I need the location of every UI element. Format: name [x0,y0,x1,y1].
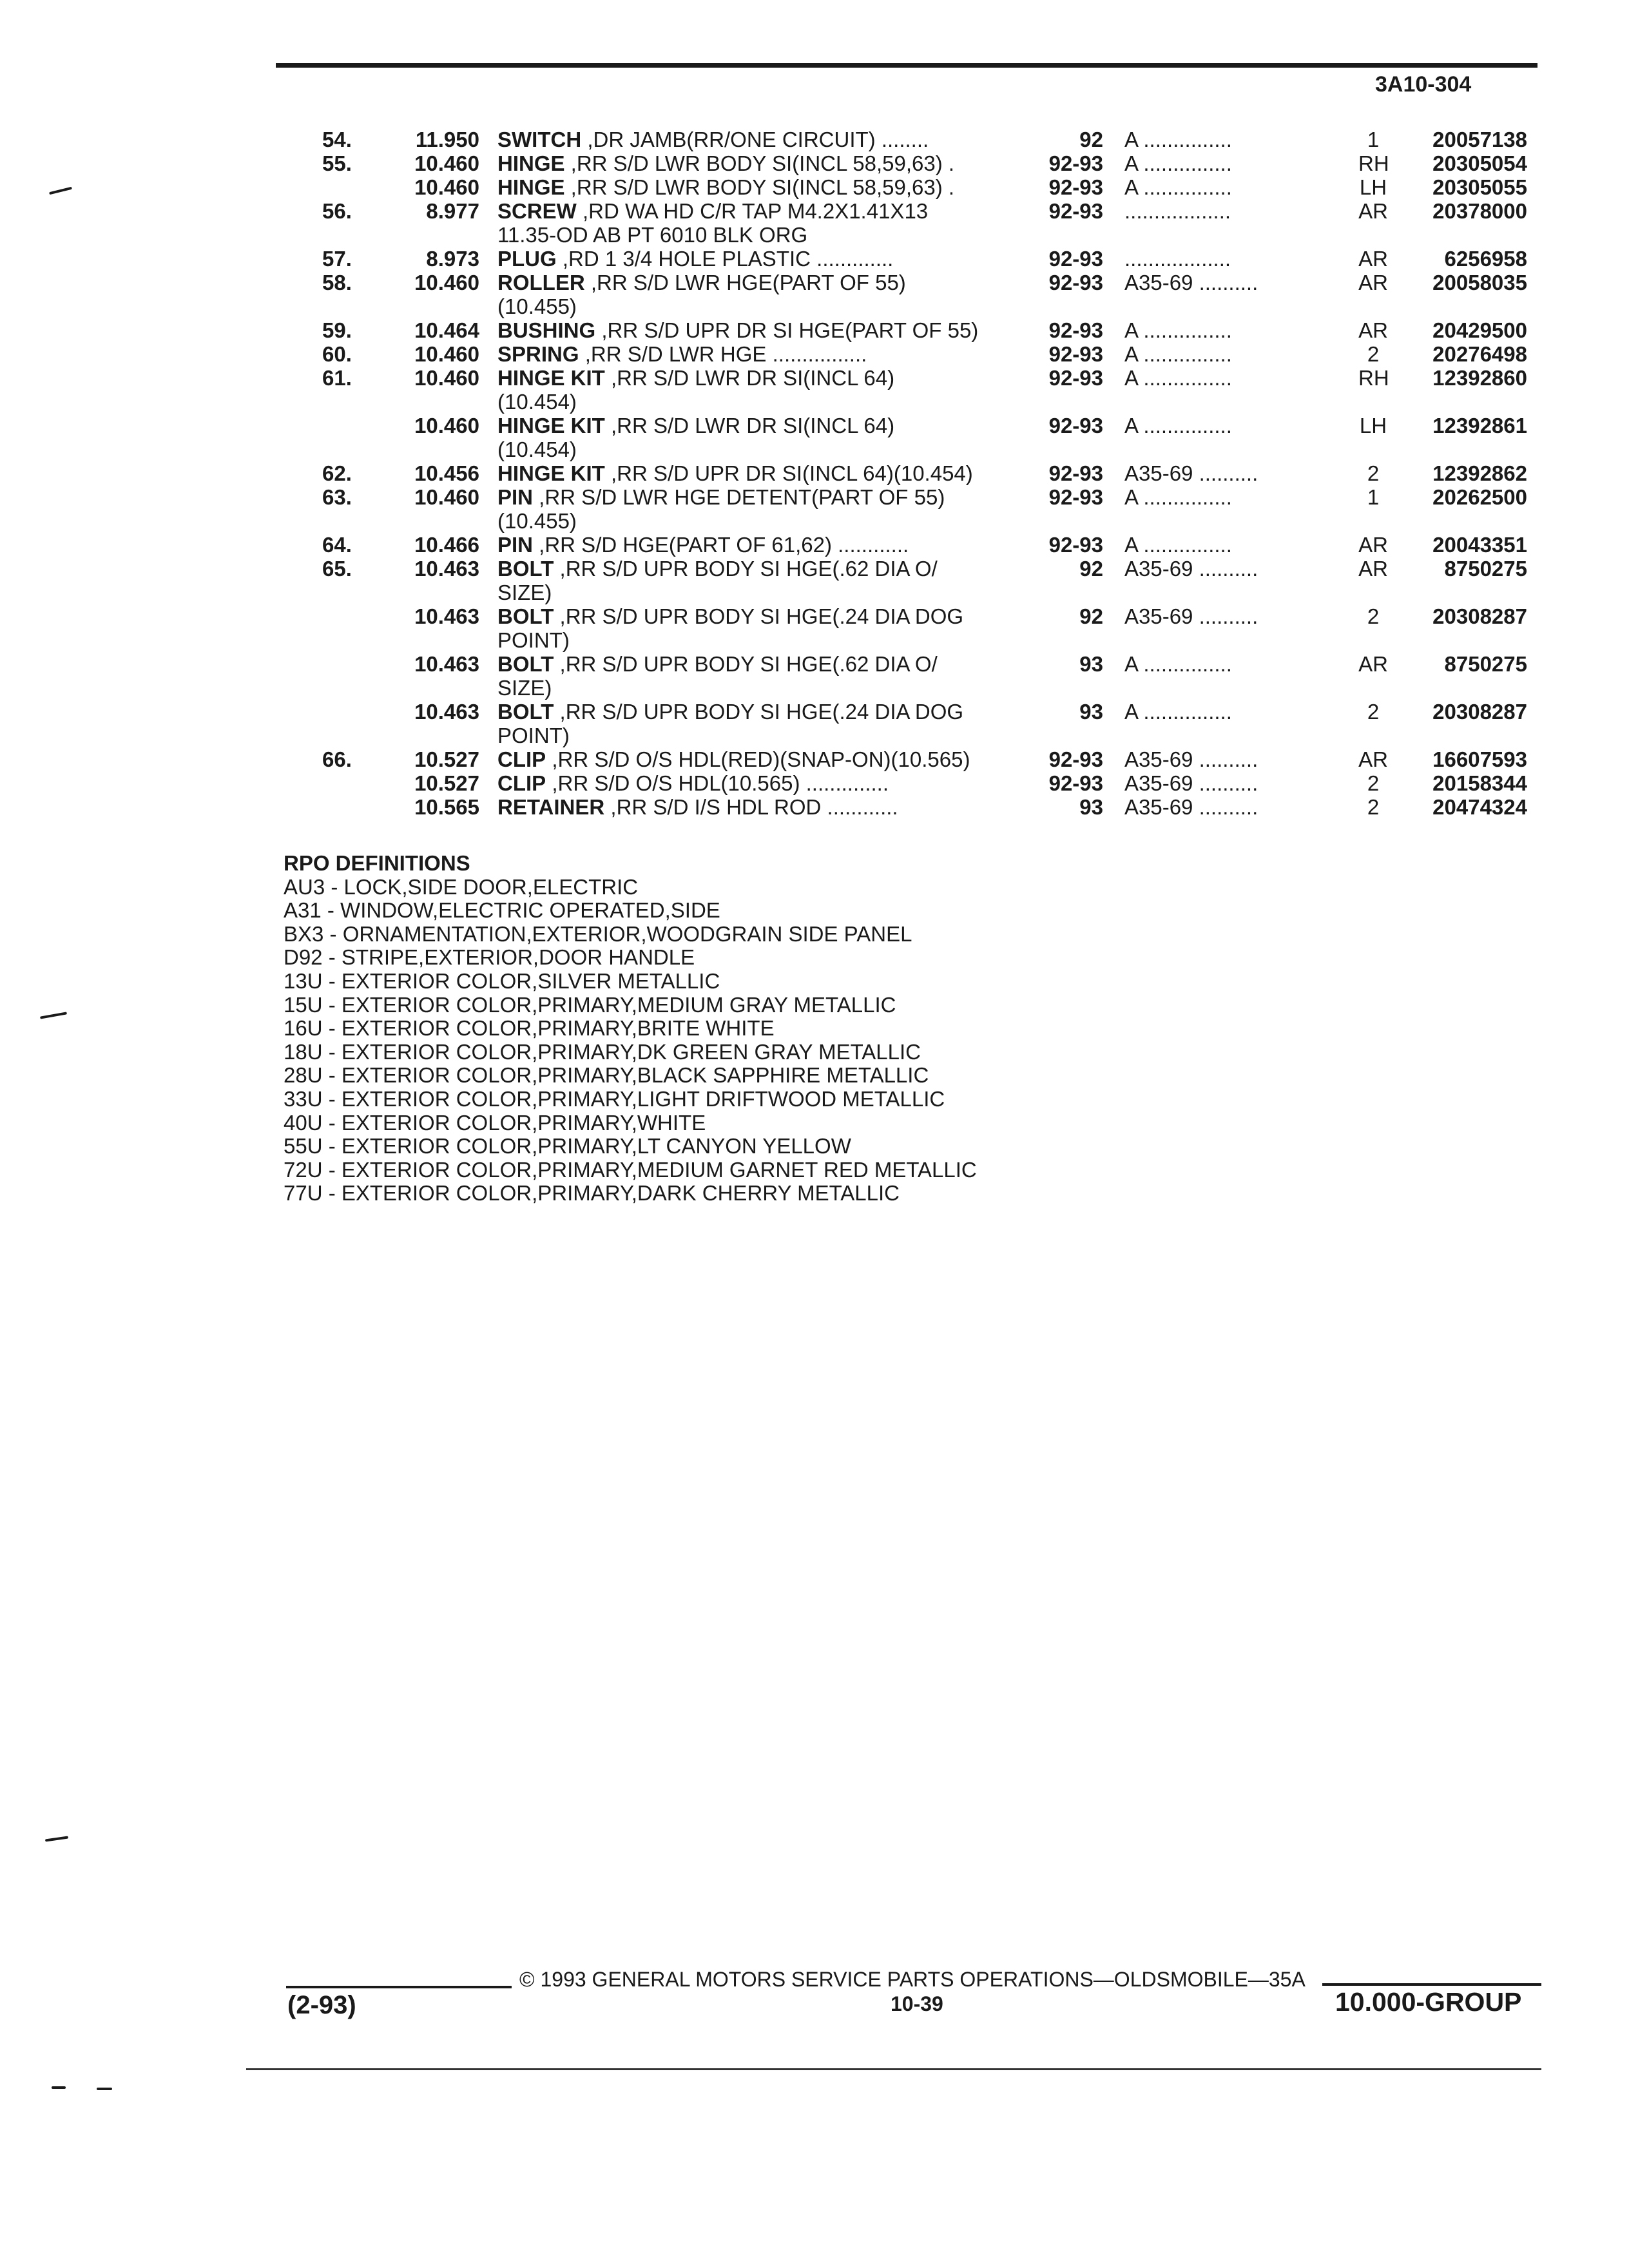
part-name: SWITCH [497,128,582,151]
part-name: HINGE KIT [497,414,605,437]
part-description [497,247,1039,271]
rpo-item: 77U - EXTERIOR COLOR,PRIMARY,DARK CHERRY METALLIC [284,1181,900,1206]
part-name: HINGE [497,151,565,175]
scan-mark [97,2088,112,2090]
part-number: 20474324 [1432,795,1527,819]
part-name: HINGE KIT [497,366,605,390]
part-number: 20276498 [1432,342,1527,366]
model-years: 92-93 [1048,461,1103,485]
model-years: 93 [1079,700,1103,724]
model-code: A35-69 .......... [1124,747,1258,771]
group-number: 10.456 [414,461,479,485]
quantity: AR [1358,533,1388,557]
quantity: AR [1358,271,1388,294]
page-code: 3A10-304 [1375,72,1472,97]
part-description-continued: (10.454) [497,437,577,461]
model-years: 92 [1079,557,1103,581]
model-years: 93 [1079,795,1103,819]
model-years: 92-93 [1048,175,1103,199]
part-number: 20378000 [1432,199,1527,223]
part-description-continued: SIZE) [497,676,552,700]
part-number: 20058035 [1432,271,1527,294]
part-name: PIN [497,485,534,509]
group-number: 10.460 [414,151,479,175]
parts-table [0,128,1629,819]
footer-page-number: 10-39 [891,1992,943,2015]
part-row-continuation [0,581,1629,604]
group-number: 10.464 [414,318,479,342]
item-number: 55. [322,151,352,175]
rpo-item: 55U - EXTERIOR COLOR,PRIMARY,LT CANYON YELLOW [284,1134,851,1158]
item-number: 65. [322,557,352,581]
part-description [497,747,1039,771]
quantity: RH [1358,366,1389,390]
part-detail: ,RR S/D I/S HDL ROD ............ [604,795,898,819]
footer-date-code: (2-93) [287,1991,356,2019]
model-code: A ............... [1124,151,1232,175]
part-row-continuation [0,628,1629,652]
rpo-item: 16U - EXTERIOR COLOR,PRIMARY,BRITE WHITE [284,1016,775,1041]
part-detail: ,RR S/D UPR BODY SI HGE(.62 DIA O/ [554,652,938,676]
part-detail: ,DR JAMB(RR/ONE CIRCUIT) ........ [581,128,929,151]
part-detail: ,RR S/D UPR BODY SI HGE(.24 DIA DOG [554,700,964,724]
scan-mark [52,2086,66,2089]
part-detail: ,RR S/D UPR DR SI HGE(PART OF 55) [595,318,979,342]
quantity: RH [1358,151,1389,175]
bottom-rule [246,2068,1541,2070]
model-code: A ............... [1124,700,1232,724]
part-number: 20308287 [1432,700,1527,724]
model-years: 92-93 [1048,771,1103,795]
footer-group-label: 10.000-GROUP [1335,1987,1522,2017]
part-row [0,604,1629,628]
model-code: A35-69 .......... [1124,795,1258,819]
part-row [0,271,1629,294]
item-number: 59. [322,318,352,342]
model-code: A ............... [1124,652,1232,676]
quantity: 2 [1367,700,1380,724]
model-code: A ............... [1124,318,1232,342]
part-number: 20262500 [1432,485,1527,509]
part-description [497,414,1039,437]
item-number: 54. [322,128,352,151]
part-row [0,318,1629,342]
quantity: AR [1358,747,1388,771]
part-row [0,795,1629,819]
quantity: LH [1359,414,1387,437]
part-row [0,199,1629,223]
part-number: 8750275 [1444,557,1527,581]
part-row [0,747,1629,771]
part-row [0,366,1629,390]
group-number: 10.463 [414,652,479,676]
part-detail: ,RR S/D LWR BODY SI(INCL 58,59,63) . [564,151,955,175]
rpo-item: 72U - EXTERIOR COLOR,PRIMARY,MEDIUM GARNET RED METALLIC [284,1157,977,1182]
part-number: 12392860 [1432,366,1527,390]
part-row [0,414,1629,437]
item-number: 62. [322,461,352,485]
quantity: 2 [1367,461,1380,485]
part-number: 12392862 [1432,461,1527,485]
model-code: A ............... [1124,485,1232,509]
model-code: A35-69 .......... [1124,771,1258,795]
group-number: 10.463 [414,557,479,581]
part-description [497,151,1039,175]
quantity: 1 [1367,128,1380,151]
group-number: 10.463 [414,604,479,628]
item-number: 56. [322,199,352,223]
part-name: HINGE KIT [497,461,605,485]
group-number: 10.565 [414,795,479,819]
model-years: 92-93 [1048,247,1103,271]
group-number: 10.463 [414,700,479,724]
model-code: A35-69 .......... [1124,461,1258,485]
model-years: 92-93 [1048,747,1103,771]
part-description [497,700,1039,724]
part-description-continued: (10.455) [497,294,577,318]
group-number: 10.460 [414,414,479,437]
quantity: AR [1358,557,1388,581]
group-number: 8.973 [426,247,479,271]
part-name: ROLLER [497,271,585,294]
part-description-continued: (10.455) [497,509,577,533]
part-name: BOLT [497,557,554,581]
part-detail: ,RR S/D O/S HDL(10.565) .............. [546,771,889,795]
part-number: 16607593 [1432,747,1527,771]
part-description [497,342,1039,366]
part-row [0,652,1629,676]
group-number: 10.527 [414,747,479,771]
quantity: LH [1359,175,1387,199]
part-row [0,771,1629,795]
part-row [0,151,1629,175]
quantity: 2 [1367,342,1380,366]
model-years: 92 [1079,604,1103,628]
part-description [497,318,1039,342]
group-number: 10.460 [414,485,479,509]
part-row [0,461,1629,485]
part-row [0,247,1629,271]
model-code: A ............... [1124,342,1232,366]
part-name: CLIP [497,771,546,795]
item-number: 64. [322,533,352,557]
part-row-continuation [0,724,1629,747]
item-number: 63. [322,485,352,509]
part-name: SCREW [497,199,577,223]
part-detail: ,RR S/D UPR BODY SI HGE(.24 DIA DOG [554,604,964,628]
part-number: 20043351 [1432,533,1527,557]
part-number: 20057138 [1432,128,1527,151]
part-detail: ,RR S/D HGE(PART OF 61,62) ............ [533,533,909,557]
item-number: 60. [322,342,352,366]
part-name: PIN [497,533,534,557]
part-description [497,271,1039,294]
part-row-continuation [0,390,1629,414]
part-description [497,199,1039,223]
rpo-item: 28U - EXTERIOR COLOR,PRIMARY,BLACK SAPPHIRE METALLIC [284,1063,929,1088]
rpo-heading: RPO DEFINITIONS [284,851,470,875]
model-years: 93 [1079,652,1103,676]
part-detail: ,RR S/D LWR HGE(PART OF 55) [584,271,906,294]
rpo-item: D92 - STRIPE,EXTERIOR,DOOR HANDLE [284,945,695,970]
scan-mark [45,1836,68,1842]
part-name: HINGE [497,175,565,199]
part-detail: ,RR S/D LWR HGE ................ [579,342,867,366]
model-years: 92-93 [1048,199,1103,223]
rpo-item: 33U - EXTERIOR COLOR,PRIMARY,LIGHT DRIFTWOOD METALLIC [284,1086,945,1111]
part-number: 20305054 [1432,151,1527,175]
part-row-continuation [0,437,1629,461]
item-number: 66. [322,747,352,771]
part-row [0,700,1629,724]
part-row-continuation [0,509,1629,533]
part-detail: ,RR S/D UPR DR SI(INCL 64)(10.454) [604,461,973,485]
model-code: A ............... [1124,414,1232,437]
group-number: 10.460 [414,366,479,390]
model-code: A ............... [1124,366,1232,390]
item-number: 58. [322,271,352,294]
part-detail: ,RR S/D LWR BODY SI(INCL 58,59,63) . [564,175,955,199]
part-description [497,461,1039,485]
quantity: 1 [1367,485,1380,509]
part-detail: ,RR S/D LWR DR SI(INCL 64) [604,414,895,437]
part-name: BUSHING [497,318,596,342]
part-description [497,366,1039,390]
part-description [497,128,1039,151]
model-years: 92-93 [1048,271,1103,294]
rpo-item: AU3 - LOCK,SIDE DOOR,ELECTRIC [284,874,639,899]
part-description-continued: SIZE) [497,581,552,604]
part-detail: ,RD 1 3/4 HOLE PLASTIC ............. [556,247,894,271]
model-code: A35-69 .......... [1124,604,1258,628]
model-code: .................. [1124,247,1231,271]
part-description-continued: 11.35-OD AB PT 6010 BLK ORG [497,223,808,247]
group-number: 10.527 [414,771,479,795]
part-description [497,533,1039,557]
part-description-continued: (10.454) [497,390,577,414]
part-description [497,557,1039,581]
part-row [0,485,1629,509]
part-detail: ,RR S/D LWR DR SI(INCL 64) [604,366,895,390]
rpo-item: 40U - EXTERIOR COLOR,PRIMARY,WHITE [284,1110,706,1135]
part-description [497,771,1039,795]
rpo-item: BX3 - ORNAMENTATION,EXTERIOR,WOODGRAIN SIDE PANEL [284,921,912,946]
model-years: 92-93 [1048,342,1103,366]
model-years: 92-93 [1048,533,1103,557]
rpo-item: A31 - WINDOW,ELECTRIC OPERATED,SIDE [284,898,720,923]
part-detail: ,RR S/D LWR HGE DETENT(PART OF 55) [533,485,945,509]
footer-rule-left [286,1986,512,1988]
part-row-continuation [0,676,1629,700]
model-code: .................. [1124,199,1231,223]
group-number: 10.466 [414,533,479,557]
part-name: BOLT [497,604,554,628]
model-years: 92-93 [1048,318,1103,342]
model-code: A ............... [1124,128,1232,151]
part-name: BOLT [497,652,554,676]
part-name: BOLT [497,700,554,724]
part-name: CLIP [497,747,546,771]
model-code: A ............... [1124,175,1232,199]
part-row [0,175,1629,199]
part-number: 20158344 [1432,771,1527,795]
part-number: 20429500 [1432,318,1527,342]
part-description [497,604,1039,628]
model-code: A35-69 .......... [1124,557,1258,581]
part-row [0,342,1629,366]
model-years: 92-93 [1048,366,1103,390]
part-detail: ,RD WA HD C/R TAP M4.2X1.41X13 [576,199,929,223]
part-description [497,795,1039,819]
group-number: 8.977 [426,199,479,223]
group-number: 10.460 [414,271,479,294]
rpo-item: 18U - EXTERIOR COLOR,PRIMARY,DK GREEN GRAY METALLIC [284,1039,921,1064]
scan-mark [40,1012,67,1019]
quantity: 2 [1367,795,1380,819]
part-description [497,485,1039,509]
part-number: 20305055 [1432,175,1527,199]
model-years: 92 [1079,128,1103,151]
header-rule [276,63,1537,68]
quantity: AR [1358,652,1388,676]
part-number: 20308287 [1432,604,1527,628]
part-description-continued: POINT) [497,724,570,747]
model-years: 92-93 [1048,485,1103,509]
quantity: 2 [1367,771,1380,795]
part-detail: ,RR S/D UPR BODY SI HGE(.62 DIA O/ [554,557,938,581]
part-row [0,557,1629,581]
part-name: SPRING [497,342,579,366]
model-code: A35-69 .......... [1124,271,1258,294]
part-description [497,175,1039,199]
rpo-item: 13U - EXTERIOR COLOR,SILVER METALLIC [284,968,720,993]
part-row [0,533,1629,557]
part-detail: ,RR S/D O/S HDL(RED)(SNAP-ON)(10.565) [546,747,970,771]
quantity: 2 [1367,604,1380,628]
model-years: 92-93 [1048,414,1103,437]
group-number: 10.460 [414,175,479,199]
part-name: PLUG [497,247,557,271]
part-number: 8750275 [1444,652,1527,676]
rpo-list [284,876,977,1206]
footer-rule-right [1322,1983,1541,1986]
part-number: 6256958 [1444,247,1527,271]
item-number: 57. [322,247,352,271]
item-number: 61. [322,366,352,390]
part-description [497,652,1039,676]
group-number: 11.950 [415,128,479,151]
part-row-continuation [0,294,1629,318]
group-number: 10.460 [414,342,479,366]
model-years: 92-93 [1048,151,1103,175]
rpo-definitions [284,852,977,1206]
quantity: AR [1358,199,1388,223]
part-row [0,128,1629,151]
quantity: AR [1358,318,1388,342]
part-row-continuation [0,223,1629,247]
footer-copyright: © 1993 GENERAL MOTORS SERVICE PARTS OPERATIONS—OLDSMOBILE—35A [519,1968,1306,1991]
part-description-continued: POINT) [497,628,570,652]
part-number: 12392861 [1432,414,1527,437]
part-name: RETAINER [497,795,605,819]
rpo-item: 15U - EXTERIOR COLOR,PRIMARY,MEDIUM GRAY METALLIC [284,992,896,1017]
model-code: A ............... [1124,533,1232,557]
quantity: AR [1358,247,1388,271]
